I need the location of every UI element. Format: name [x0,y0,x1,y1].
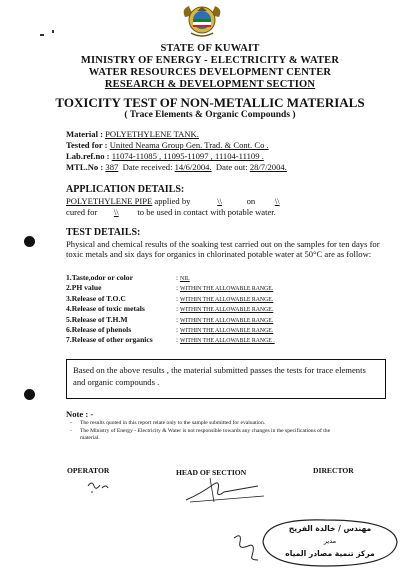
header-ministry: MINISTRY OF ENERGY - ELECTRICITY & WATER [80,55,340,66]
note-item: - The Ministry of Energy - Electricity & Water is not responsible towards any changes in the specifications of the material. [70,428,331,441]
conclusion-text: Based on the above results , the material submitted passes the tests for trace elements and organic compounds . [73,365,366,387]
punch-hole [24,389,35,400]
application-heading: APPLICATION DETAILS: [66,184,185,195]
mtl-label: MTL.No : [66,162,104,172]
applied-by-value: \\ [217,196,222,206]
application-line-1 [66,196,299,206]
official-stamp [255,512,405,570]
scan-mark [40,34,44,36]
note-item: - The results quoted in this report relate only to the sample submitted for evaluation. [70,420,266,426]
application-line-2 [66,207,276,217]
test-intro: Physical and chemical results of the soaking test carried out on the samples for ten days for toxic metals and six days for organics in chlorinated potable water at 50°C are as follow: [66,239,380,260]
mtl-line [66,162,287,172]
lab-ref-line [66,151,264,161]
stamp-line-2: مدير [323,537,337,545]
cured-for-label: cured for [66,207,98,217]
cured-for-value: \\ [113,207,119,217]
test-result-row: 2.PH value : WITHIN THE ALLOWABLE RANGE. [66,283,274,293]
test-result-row: 1.Taste,odor or color : NIL [66,273,190,282]
head-of-section-label: HEAD OF SECTION [176,468,247,477]
header-state: STATE OF KUWAIT [160,43,260,54]
test-result-row: 3.Release of T.O.C : WITHIN THE ALLOWABLE RANGE. [66,293,274,303]
tested-for-label: Tested for : [66,140,108,150]
test-result-row: 5.Release of T.H.M : WITHIN THE ALLOWABLE RANGE. [66,314,274,324]
punch-hole [24,236,35,247]
date-out-value: 28/7/2004. [249,162,287,172]
conclusion-box [66,359,386,399]
operator-label: OPERATOR [67,466,110,475]
test-result-row: 7.Release of other organics : WITHIN THE ALLOWABLE RANGE . [66,335,275,345]
date-received-label: Date received: [122,162,173,172]
stamp-line-3: مركز تنمية مصادر المياه [285,549,375,558]
applied-by-label: applied by [152,196,193,206]
lab-ref-value: 11074-11085 , 11095-11097 , 11104-11109 . [111,151,264,161]
note-heading: Note : - [66,409,94,419]
test-result-row: 6.Release of phenols : WITHIN THE ALLOWABLE RANGE. [66,324,274,334]
on-label: on [246,196,256,206]
stamp-line-1: مهندس / خالدة الفريح [288,524,372,533]
bullet: - [70,428,72,434]
head-of-section-signature [180,474,270,506]
date-out-label: Date out: [215,162,248,172]
tested-for-value: United Neama Group Gen. Trad. & Cont. Co . [109,140,269,150]
scan-mark [52,30,54,33]
bullet: - [70,420,72,426]
mtl-value: 387 [105,162,119,172]
kuwait-emblem-icon [179,3,225,39]
test-heading: TEST DETAILS: [66,227,141,238]
test-result-row: 4.Release of toxic metals : WITHIN THE ALLOWABLE RANGE. [66,304,274,314]
material-value: POLYETHYLENE TANK. [105,129,199,139]
document-title: TOXICITY TEST OF NON-METALLIC MATERIALS [55,95,365,110]
lab-ref-label: Lab.ref.no : [66,151,110,161]
usage-text: to be used in contact with potable water. [135,207,276,217]
date-received-value: 14/6/2004. [174,162,212,172]
header-section: RESEARCH & DEVELOPMENT SECTION [104,79,316,90]
on-value: \\ [274,196,280,206]
tested-for-line [66,140,269,150]
material-label: Material : [66,129,103,139]
director-label: DIRECTOR [313,466,354,475]
document-subtitle: ( Trace Elements & Organic Compounds ) [124,110,296,120]
application-material: POLYETHYLENE PIPE [66,196,153,206]
material-line [66,129,199,139]
header-center: WATER RESOURCES DEVELOPMENT CENTER [88,67,332,78]
test-results-list [66,273,386,346]
operator-signature [84,476,114,496]
